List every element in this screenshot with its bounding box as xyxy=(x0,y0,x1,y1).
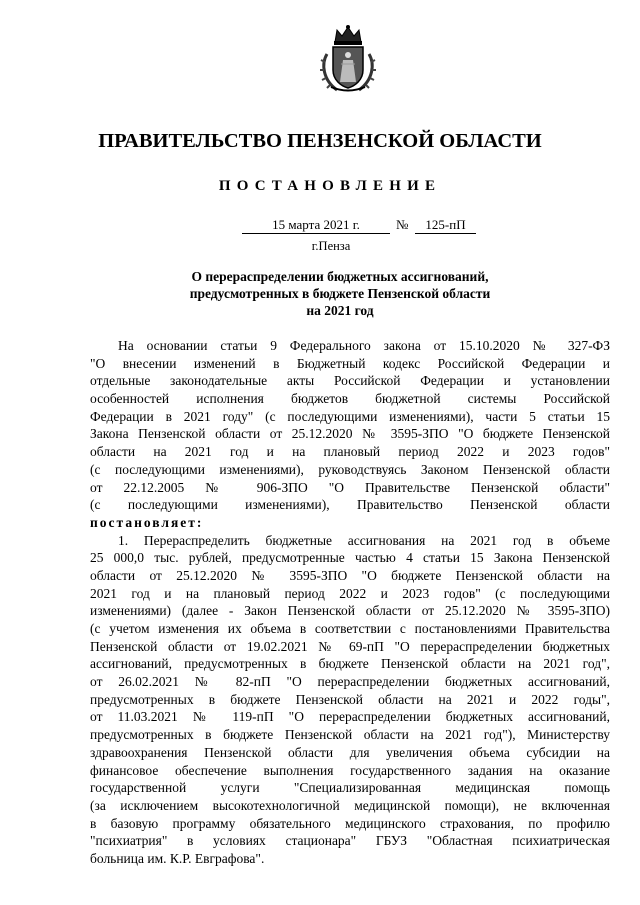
decree-word: постановляет: xyxy=(90,514,204,530)
document-title xyxy=(150,268,530,319)
city: г.Пенза xyxy=(311,239,351,253)
document-type: ПОСТАНОВЛЕНИЕ xyxy=(218,178,442,194)
preamble-line: от 22.12.2005 № 906-ЗПО "О Правительстве Пензенской области" xyxy=(90,479,610,495)
document-number: 125-пП xyxy=(415,216,476,234)
item-1-line: 25 000,0 тыс. рублей, предусмотренные частью 4 статьи 15 Закона Пензенской xyxy=(90,550,610,566)
preamble-line: области на 2021 год и на плановый период 2022 и 2023 годов" xyxy=(90,444,610,460)
preamble-line: "О внесении изменений в Бюджетный кодекс Российской Федерации и xyxy=(90,355,610,371)
item-1-line: ассигнований, предусмотренных в бюджете Пензенской области на 2021 год", xyxy=(90,656,610,672)
document-title-line: на 2021 год xyxy=(306,303,374,318)
preamble-line: (с последующими изменениями), руководствуясь Законом Пензенской области xyxy=(90,461,610,477)
item-1-line: "психиатрия" в условиях стационара" ГБУЗ "Областная психиатрическая xyxy=(90,833,610,849)
document-title-line: О перераспределении бюджетных ассигнований, xyxy=(191,269,489,284)
item-1-line: предусмотренных в бюджете Пензенской области на 2021 год"), Министерству xyxy=(90,727,610,743)
item-1-line: в базовую программу обязательного медицинского страхования, по профилю xyxy=(90,815,610,831)
penza-region-coat-of-arms-icon xyxy=(319,24,377,94)
item-1-line: Пензенской области от 19.02.2021 № 69-пП "О перераспределении бюджетных xyxy=(90,638,610,654)
item-1-line: изменениями) (далее - Закон Пензенской области от 25.12.2020 № 3595-ЗПО) xyxy=(90,603,610,619)
preamble-line: На основании статьи 9 Федерального закона от 15.10.2020 № 327-ФЗ xyxy=(118,338,610,353)
preamble-line: отдельные законодательные акты Российской Федерации и установлении xyxy=(90,373,610,389)
document-date: 15 марта 2021 г. xyxy=(242,216,390,234)
item-1-line: государственной услуги "Специализированная медицинская помощь xyxy=(90,780,610,796)
item-1-line: предусмотренных в бюджете Пензенской области на 2021 и 2022 годы", xyxy=(90,691,610,707)
item-1-line: от 11.03.2021 № 119-пП "О перераспределении бюджетных ассигнований, xyxy=(90,709,610,725)
preamble-line: особенностей исполнения бюджетов бюджетной системы Российской xyxy=(90,391,610,407)
item-1-line: от 26.02.2021 № 82-пП "О перераспределении бюджетных ассигнований, xyxy=(90,674,610,690)
item-1-line: финансовое обеспечение выполнения государственного задания на оказание xyxy=(90,762,610,778)
preamble-line: (с последующими изменениями), Правительство Пензенской области xyxy=(90,497,610,513)
preamble-line: Закона Пензенской области от 25.12.2020 № 3595-ЗПО "О бюджете Пензенской xyxy=(90,426,610,442)
number-sign: № xyxy=(396,217,409,232)
item-1-line: 2021 год и на плановый период 2022 и 2023 годов" (с последующими xyxy=(90,585,610,601)
item-1-line: (с учетом изменения их объема в соответствии с постановлениями Правительства xyxy=(90,621,610,636)
item-1-line: (за исключением высокотехнологичной медицинской помощи), не включенная xyxy=(90,797,610,813)
item-1-line: области от 25.12.2020 № 3595-ЗПО "О бюджете Пензенской области на xyxy=(90,567,610,583)
date-number-row xyxy=(0,216,640,236)
item-1-line: больница им. К.Р. Евграфова". xyxy=(90,850,265,866)
document-title-line: предусмотренных в бюджете Пензенской области xyxy=(189,286,491,301)
government-title: ПРАВИТЕЛЬСТВО ПЕНЗЕНСКОЙ ОБЛАСТИ xyxy=(98,130,542,152)
item-1-line: 1. Перераспределить бюджетные ассигнования на 2021 год в объеме xyxy=(118,532,610,548)
preamble-line: Федерации в 2021 году" (с последующими изменениями), части 5 статьи 15 xyxy=(90,408,610,424)
item-1-line: здравоохранения Пензенской области для увеличения объема субсидии на xyxy=(90,744,610,760)
document-body xyxy=(90,337,610,868)
